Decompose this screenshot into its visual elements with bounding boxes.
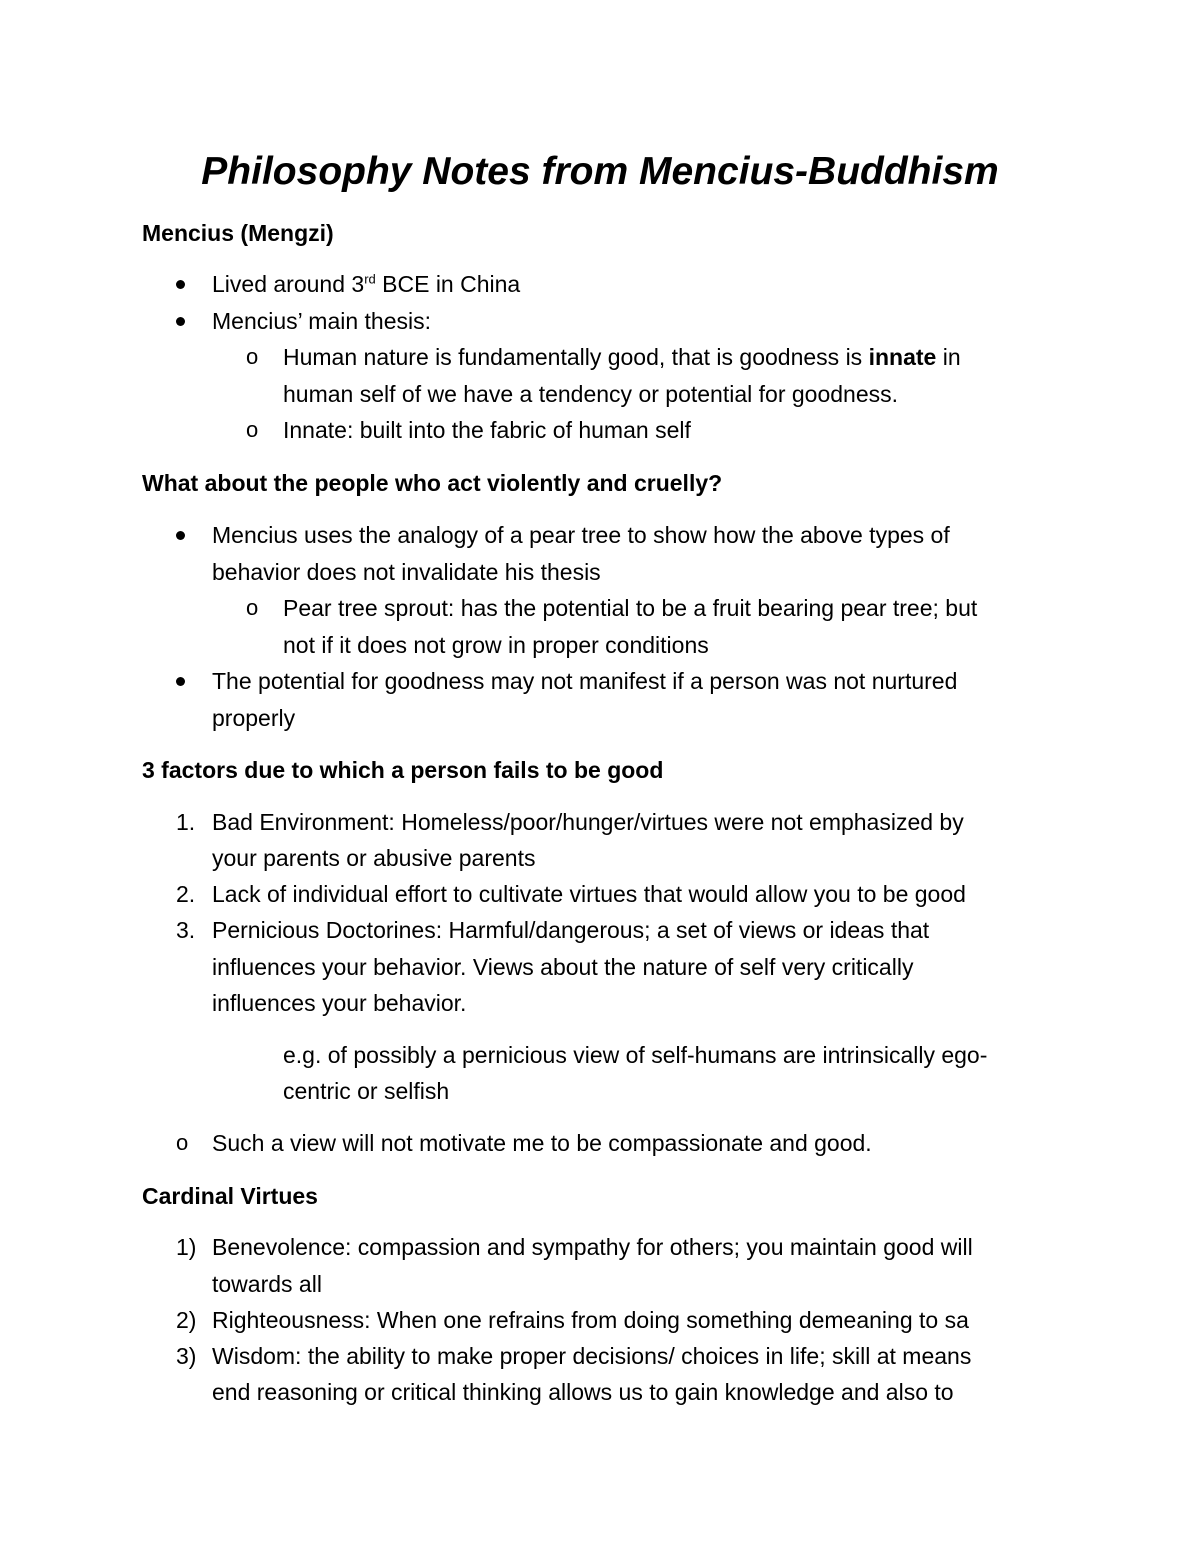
list-item: Human nature is fundamentally good, that is goodness is innate in <box>283 344 961 370</box>
list-number: 1. <box>176 809 196 835</box>
bullet-icon <box>176 531 185 540</box>
list-item-continuation: influences your behavior. Views about the nature of self very critically <box>212 954 914 980</box>
sub-bullet-icon: o <box>246 344 259 369</box>
list-item-continuation: properly <box>212 705 296 731</box>
example-text-continuation: centric or selfish <box>283 1078 450 1104</box>
list-number: 1) <box>176 1234 197 1260</box>
list-item: The potential for goodness may not manifest if a person was not nurtured <box>212 668 958 694</box>
list-item-continuation: behavior does not invalidate his thesis <box>212 559 601 585</box>
list-item-continuation: not if it does not grow in proper conditions <box>283 632 709 658</box>
list-item: Pear tree sprout: has the potential to be a fruit bearing pear tree; but <box>283 595 978 621</box>
list-item: Bad Environment: Homeless/poor/hunger/virtues were not emphasized by <box>212 809 964 835</box>
list-number: 3) <box>176 1343 197 1369</box>
list-item-continuation: influences your behavior. <box>212 990 467 1016</box>
section-heading-mencius: Mencius (Mengzi) <box>142 220 334 246</box>
list-item-continuation: end reasoning or critical thinking allows us to gain knowledge and also to <box>212 1379 954 1405</box>
example-text: e.g. of possibly a pernicious view of self-humans are intrinsically ego- <box>283 1042 988 1068</box>
bullet-icon <box>176 280 185 289</box>
sub-bullet-icon: o <box>246 417 259 442</box>
bullet-icon <box>176 677 185 686</box>
list-item: Benevolence: compassion and sympathy for others; you maintain good will <box>212 1234 973 1260</box>
list-item: Lack of individual effort to cultivate virtues that would allow you to be good <box>212 881 966 907</box>
list-item-continuation: human self of we have a tendency or potential for goodness. <box>283 381 899 407</box>
list-number: 2) <box>176 1307 197 1333</box>
sub-bullet-icon: o <box>176 1130 189 1155</box>
list-item: Wisdom: the ability to make proper decisions/ choices in life; skill at means <box>212 1343 972 1369</box>
page-title: Philosophy Notes from Mencius-Buddhism <box>201 150 999 193</box>
list-item-continuation: your parents or abusive parents <box>212 845 536 871</box>
list-item: Such a view will not motivate me to be compassionate and good. <box>212 1130 872 1156</box>
list-item: Mencius uses the analogy of a pear tree to show how the above types of <box>212 522 950 548</box>
bullet-icon <box>176 317 185 326</box>
section-heading-virtues: Cardinal Virtues <box>142 1183 318 1209</box>
list-item: Mencius’ main thesis: <box>212 308 432 334</box>
list-item-continuation: towards all <box>212 1271 322 1297</box>
sub-bullet-icon: o <box>246 595 259 620</box>
list-item: Lived around 3rd BCE in China <box>212 271 521 297</box>
section-heading-violence: What about the people who act violently and cruelly? <box>142 470 723 496</box>
list-item: Pernicious Doctorines: Harmful/dangerous; a set of views or ideas that <box>212 917 930 943</box>
list-item: Righteousness: When one refrains from doing something demeaning to sa <box>212 1307 969 1333</box>
list-number: 2. <box>176 881 196 907</box>
list-item: Innate: built into the fabric of human self <box>283 417 691 443</box>
list-number: 3. <box>176 917 196 943</box>
section-heading-factors: 3 factors due to which a person fails to be good <box>142 757 664 783</box>
